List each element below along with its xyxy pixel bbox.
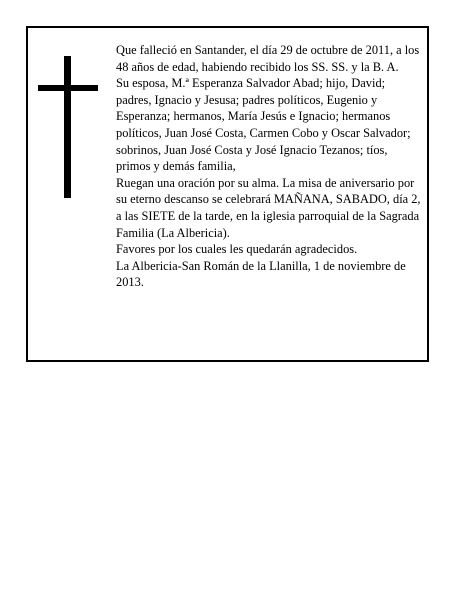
cross-icon: [38, 56, 98, 198]
mass-announcement: Ruegan una oración por su alma. La misa de aniversario por su eterno descanso se celebrará MAÑANA, SABADO, día 2, a las SIETE de la tarde, en la iglesia parroquial de la Sagrada Familia (La Albericia).: [116, 175, 421, 240]
notice-text: [116, 42, 423, 291]
thanks-line: Favores por los cuales les quedarán agradecidos.: [116, 242, 358, 257]
family-list: Su esposa, M.ª Esperanza Salvador Abad; hijo, David; padres, Ignacio y Jesusa; padres políticos, Eugenio y Esperanza; hermanos, María Jesús e Ignacio; hermanos políticos, Juan José Costa, Carmen Cobo y Oscar Salvador; sobrinos, Juan José Costa y José Ignacio Tezanos; tíos, primos y demás familia,: [116, 76, 411, 174]
cross-vertical-bar: [64, 56, 71, 198]
cross-horizontal-bar: [38, 85, 98, 91]
obituary-notice: [26, 26, 429, 362]
place-and-date: La Albericia-San Román de la Llanilla, 1 de noviembre de 2013.: [116, 258, 406, 290]
death-announcement: Que falleció en Santander, el día 29 de octubre de 2011, a los 48 años de edad, habiendo recibido los SS. SS. y la B. A.: [116, 43, 420, 74]
